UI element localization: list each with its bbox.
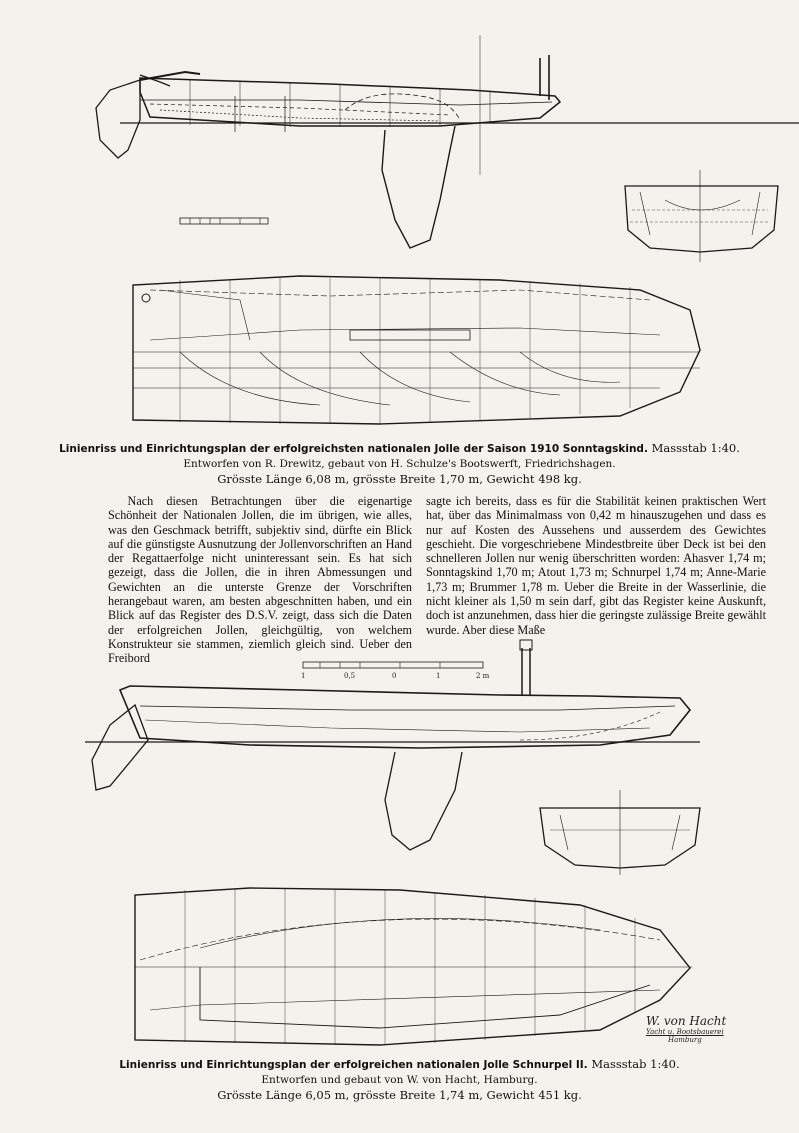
caption1-title: Linienriss und Einrichtungsplan der erfolgreichsten nationalen Jolle der Saison 1910 Sonntagskind.	[59, 443, 648, 455]
caption1-scale: Massstab 1:40.	[651, 441, 740, 455]
caption2-scale: Massstab 1:40.	[591, 1057, 680, 1071]
designer-signature	[646, 1014, 741, 1060]
body-section-sonntagskind	[625, 170, 778, 262]
scale-bar-labels	[301, 672, 490, 680]
scale-label-1: 1	[301, 672, 306, 680]
caption-sonntagskind	[0, 441, 799, 487]
caption1-line1	[0, 441, 799, 457]
scale-label-3: 0	[392, 672, 397, 680]
scale-label-4: 1	[436, 672, 441, 680]
profile-view-sonntagskind	[96, 35, 799, 248]
caption-schnurpel	[0, 1057, 799, 1103]
text-column-right	[426, 494, 766, 637]
body-section-schnurpel	[540, 790, 700, 875]
scale-label-2: 0,5	[344, 672, 356, 680]
caption1-line2: Entworfen von R. Drewitz, gebaut von H. Schulze's Bootswerft, Friedrichshagen.	[183, 458, 616, 470]
signature-city: Hamburg	[668, 1036, 702, 1044]
caption2-title: Linienriss und Einrichtungsplan der erfolgreichen nationalen Jolle Schnurpel II.	[119, 1059, 588, 1071]
caption2-line1	[0, 1057, 799, 1073]
scale-bar-top	[180, 218, 268, 224]
paragraph-left: Nach diesen Betrachtungen über die eigenartige Schönheit der Nationalen Jollen, die im übrigen, wie alles, was den Geschmack betrifft, subjektiv sind, dürfte ein Blick auf die günstigste Ausnutzung der Jollenvorschriften an Hand der Regattaerfolge nicht uninteressant sein. Es hat sich gezeigt, dass die Jollen, die in ihren Abmessungen und Gewichten an die unterste Grenze der Vorschriften herangebaut waren, am besten abgeschnitten haben, und ein Blick auf das Register des D.S.V. zeigt, dass sich die Daten der erfolgreichen Jollen, gleichgültig, von welchem Konstrukteur sie stammen, ziemlich gleich sind. Ueber den Freibord	[108, 494, 412, 666]
plan-view-schnurpel	[135, 888, 692, 1045]
signature-company: Yacht u. Bootsbauerei	[646, 1028, 724, 1036]
caption2-line2: Entworfen und gebaut von W. von Hacht, Hamburg.	[261, 1074, 538, 1086]
text-column-left	[108, 494, 412, 666]
scale-label-5: 2 m	[476, 672, 490, 680]
caption2-line3: Grösste Länge 6,05 m, grösste Breite 1,74 m, Gewicht 451 kg.	[217, 1088, 582, 1102]
paragraph-right: sagte ich bereits, dass es für die Stabilität keinen praktischen Wert hat, über das Minimalmass von 0,42 m hinauszugehen und dass es nur auf Kosten des Aussehens und ausserdem des Gewichtes geschieht. Die vorgeschriebene Mindestbreite über Deck ist bei den schnelleren Jollen nur wenig überschritten worden: Ahasver 1,74 m; Sonntagskind 1,70 m; Atout 1,73 m; Schnurpel 1,74 m; Anne-Marie 1,73 m; Brummer 1,78 m. Ueber die Breite in der Wasserlinie, die nicht kleiner als 1,50 m sein darf, gibt das Register keine Auskunft, doch ist anzunehmen, dass hier die geringste zulässige Breite gewählt wurde. Aber diese Maße	[426, 494, 766, 637]
caption1-line3: Grösste Länge 6,08 m, grösste Breite 1,70 m, Gewicht 498 kg.	[217, 472, 582, 486]
signature-name: W. von Hacht	[646, 1014, 727, 1028]
plan-view-sonntagskind	[133, 276, 700, 424]
